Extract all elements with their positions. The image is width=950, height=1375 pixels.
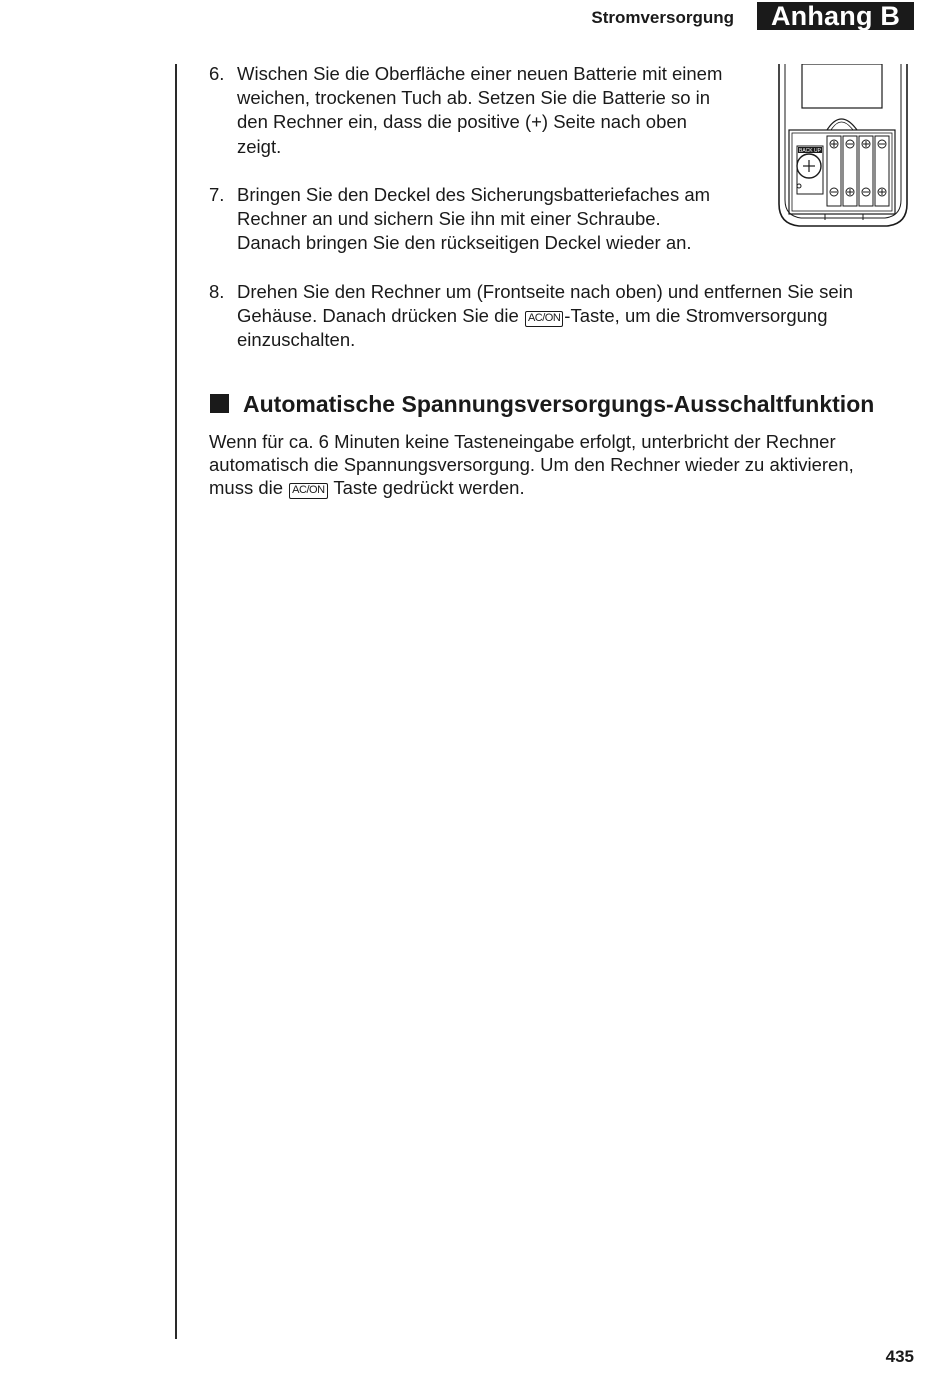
paragraph-text-fragment: Taste gedrückt werden. (333, 477, 525, 498)
ac-on-key-icon: AC/ON (289, 483, 327, 499)
step-text (237, 183, 710, 256)
section-heading (210, 390, 874, 418)
step-line: weichen, trockenen Tuch ab. Setzen Sie die Batterie so in (237, 87, 711, 109)
step-line: Drehen Sie den Rechner um (Frontseite nach oben) und entfernen Sie sein (237, 281, 854, 302)
section-heading-text: Automatische Spannungsversorgungs-Ausschaltfunktion (243, 391, 875, 417)
step-line (237, 304, 853, 328)
step-text-fragment: Gehäuse. Danach drücken Sie die (237, 305, 519, 327)
step-text (237, 62, 722, 159)
calculator-battery-illustration (775, 64, 913, 232)
step-line: Wischen Sie die Oberfläche einer neuen Batterie mit einem (237, 63, 723, 84)
step-line: zeigt. (237, 135, 282, 157)
heading-square-icon (210, 394, 229, 413)
step-line: einzuschalten. (237, 329, 356, 351)
step-number: 6. (209, 63, 225, 84)
running-header-section: Stromversorgung (591, 8, 734, 27)
section-paragraph (209, 430, 854, 499)
step-number: 7. (209, 184, 225, 205)
step-line: Bringen Sie den Deckel des Sicherungsbatteriefaches am (237, 184, 711, 205)
paragraph-line: automatisch die Spannungsversorgung. Um den Rechner wieder zu aktivieren, (209, 454, 854, 475)
page-number: 435 (885, 1347, 914, 1366)
step-line: Rechner an und sichern Sie ihn mit einer Schraube. (237, 208, 661, 230)
step-number: 8. (209, 281, 225, 302)
ac-on-key-icon: AC/ON (525, 311, 563, 327)
running-header-chapter: Anhang B (757, 2, 914, 30)
paragraph-text-fragment: muss die (209, 477, 284, 498)
step-line: den Rechner ein, dass die positive (+) Seite nach oben (237, 111, 687, 133)
paragraph-line: Wenn für ca. 6 Minuten keine Tasteneingabe erfolgt, unterbricht der Rechner (209, 431, 836, 452)
back-up-label: BACK UP (799, 148, 821, 154)
step-text (237, 280, 853, 353)
paragraph-line (209, 476, 854, 499)
margin-rule (175, 64, 177, 1339)
step-text-fragment: -Taste, um die Stromversorgung (564, 305, 828, 327)
step-line: Danach bringen Sie den rückseitigen Deckel wieder an. (237, 232, 692, 254)
